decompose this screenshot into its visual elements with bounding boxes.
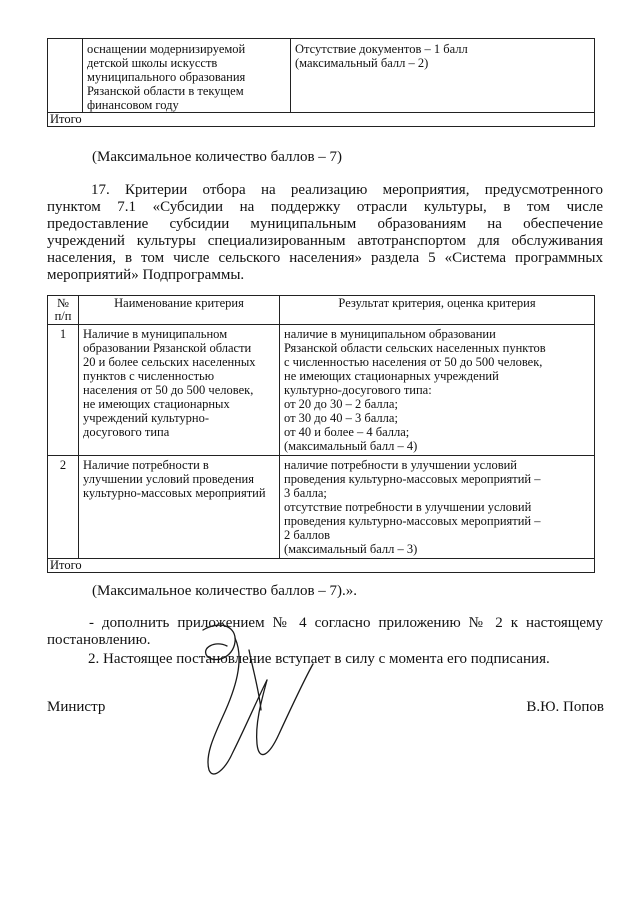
number-cell [48,39,83,113]
criteria-table [47,295,595,573]
paragraph-line: населения, в том числе сельского населения» раздела 5 «Система программных [47,250,603,266]
max-score-note-1: (Максимальное количество баллов – 7) [92,149,343,165]
total-label: Итого [48,559,595,573]
signatory-name: В.Ю. Попов [526,699,604,715]
handwritten-signature [175,620,375,790]
criterion-name-cell: Наличие потребности в улучшении условий проведения культурно-массовых мероприятий [79,456,280,559]
header-number: № п/п [48,296,79,325]
signatory-position: Министр [47,699,106,715]
criterion-name-cell: оснащении модернизируемой детской школы искусств муниципального образования Рязанской области в текущем финансовом году [83,39,291,113]
paragraph-line: - дополнить приложением № 4 согласно приложению № 2 к настоящему [89,615,603,631]
total-label: Итого [48,113,595,127]
header-criterion-result: Результат критерия, оценка критерия [280,296,595,325]
row-number: 1 [48,325,79,456]
paragraph-line: мероприятий» Подпрограммы. [47,267,245,283]
criteria-paragraph [47,182,603,284]
table-row [48,456,595,559]
row-number: 2 [48,456,79,559]
criterion-result-cell: наличие в муниципальном образовании Рязанской области сельских населенных пунктов с численностью населения от 50 до 500 человек, не имеющих стационарных учреждений культурно-досугового типа: от 20 до 30 – 2 балла; от 30 до 40 – 3 балла; от 40 и более – 4 балла; (максимальный балл – 4) [280,325,595,456]
paragraph-line: предоставление субсидии муниципальным образованиям на обеспечение [47,216,603,232]
paragraph-line: постановлению. [47,632,151,648]
signature-stroke [203,625,235,659]
criterion-result-cell: Отсутствие документов – 1 балл (максимальный балл – 2) [291,39,595,113]
signature-stroke [208,638,267,774]
effective-date-paragraph: 2. Настоящее постановление вступает в силу с момента его подписания. [88,651,550,667]
table-total-row [48,113,595,127]
header-criterion-name: Наименование критерия [79,296,280,325]
table-row [48,39,595,113]
criteria-table-continued [47,38,595,127]
max-score-note-2: (Максимальное количество баллов – 7).». [92,583,358,599]
paragraph-line: учреждений культуры специализированным автотранспортом для обслуживания [47,233,603,249]
signature-stroke [257,664,313,755]
criterion-result-cell: наличие потребности в улучшении условий проведения культурно-массовых мероприятий – 3 балла; отсутствие потребности в улучшении условий проведения культурно-массовых мероприятий – 2 баллов (максимальный балл – 3) [280,456,595,559]
table-header-row [48,296,595,325]
signature-stroke [249,650,261,710]
criterion-name-cell: Наличие в муниципальном образовании Рязанской области 20 и более сельских населенных пунктов с численностью населения от 50 до 500 человек, не имеющих стационарных учреждений культурно- досугового типа [79,325,280,456]
paragraph-line: пунктом 7.1 «Субсидии на поддержку отрасли культуры, в том числе [47,199,603,215]
paragraph-line: 17. Критерии отбора на реализацию мероприятия, предусмотренного [91,182,603,198]
table-total-row [48,559,595,573]
table-row [48,325,595,456]
